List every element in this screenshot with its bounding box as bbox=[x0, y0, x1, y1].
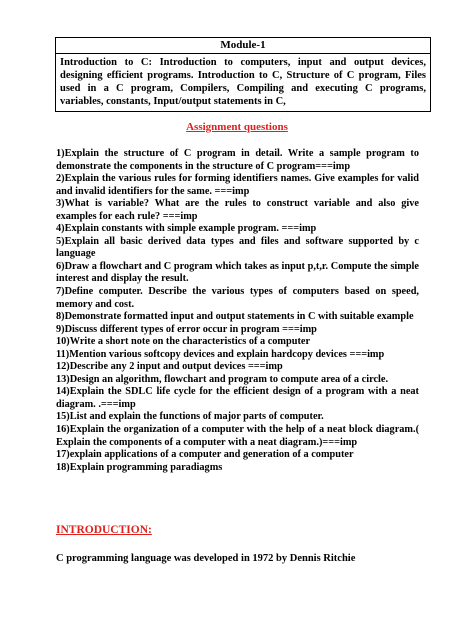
question-item: 6)Draw a flowchart and C program which takes as input p,t,r. Compute the simple interest and display the result. bbox=[56, 260, 419, 285]
question-item: 18)Explain programming paradiagms bbox=[56, 461, 223, 473]
question-item: 10)Write a short note on the characteristics of a computer bbox=[56, 336, 311, 348]
question-item: 11)Mention various softcopy devices and explain hardcopy devices ===imp bbox=[56, 348, 385, 360]
question-item: 5)Explain all basic derived data types and files and software supported by c language bbox=[56, 235, 419, 260]
question-item: 9)Discuss different types of error occur in program ===imp bbox=[56, 323, 317, 335]
question-item: 13)Design an algorithm, flowchart and program to compute area of a circle. bbox=[56, 373, 389, 385]
question-item: 17)explain applications of a computer and generation of a computer bbox=[56, 449, 354, 461]
question-item: 15)List and explain the functions of major parts of computer. bbox=[56, 411, 324, 423]
question-item: 14)Explain the SDLC life cycle for the efficient design of a program with a neat diagram. .===imp bbox=[56, 386, 419, 410]
module-title: Module-1 bbox=[56, 38, 430, 54]
introduction-text: C programming language was developed in 1972 by Dennis Ritchie bbox=[56, 553, 356, 564]
question-item: 12)Describe any 2 input and output devices ===imp bbox=[56, 361, 283, 373]
module-description: Introduction to C: Introduction to computers, input and output devices, designing efficient programs. Introduction to C, Structure of C program, Files used in a C program, Compilers, Compiling and executing C programs, variables, constants, Input/output statements in C, bbox=[60, 57, 426, 107]
question-item: 4)Explain constants with simple example program. ===imp bbox=[56, 223, 317, 235]
question-item: 1)Explain the structure of C program in detail. Write a sample program to demonstrate the components in the structure of C program===imp bbox=[56, 148, 419, 172]
question-list bbox=[56, 148, 419, 474]
question-item: 2)Explain the various rules for forming identifiers names. Give examples for valid and invalid identifiers for the same. ===imp bbox=[56, 173, 419, 197]
assignment-heading: Assignment questions bbox=[186, 121, 288, 133]
question-item: 8)Demonstrate formatted input and output statements in C with suitable example bbox=[56, 311, 414, 323]
question-item: 3)What is variable? What are the rules to construct variable and also give examples for each rule? ===imp bbox=[56, 198, 419, 222]
question-item: 16)Explain the organization of a computer with the help of a neat block diagram.( Explain the components of a computer with a neat diagram.)===imp bbox=[56, 424, 419, 448]
question-item: 7)Define computer. Describe the various types of computers based on speed, memory and cost. bbox=[56, 286, 419, 310]
introduction-heading: INTRODUCTION: bbox=[56, 524, 152, 536]
module-table bbox=[55, 37, 431, 112]
